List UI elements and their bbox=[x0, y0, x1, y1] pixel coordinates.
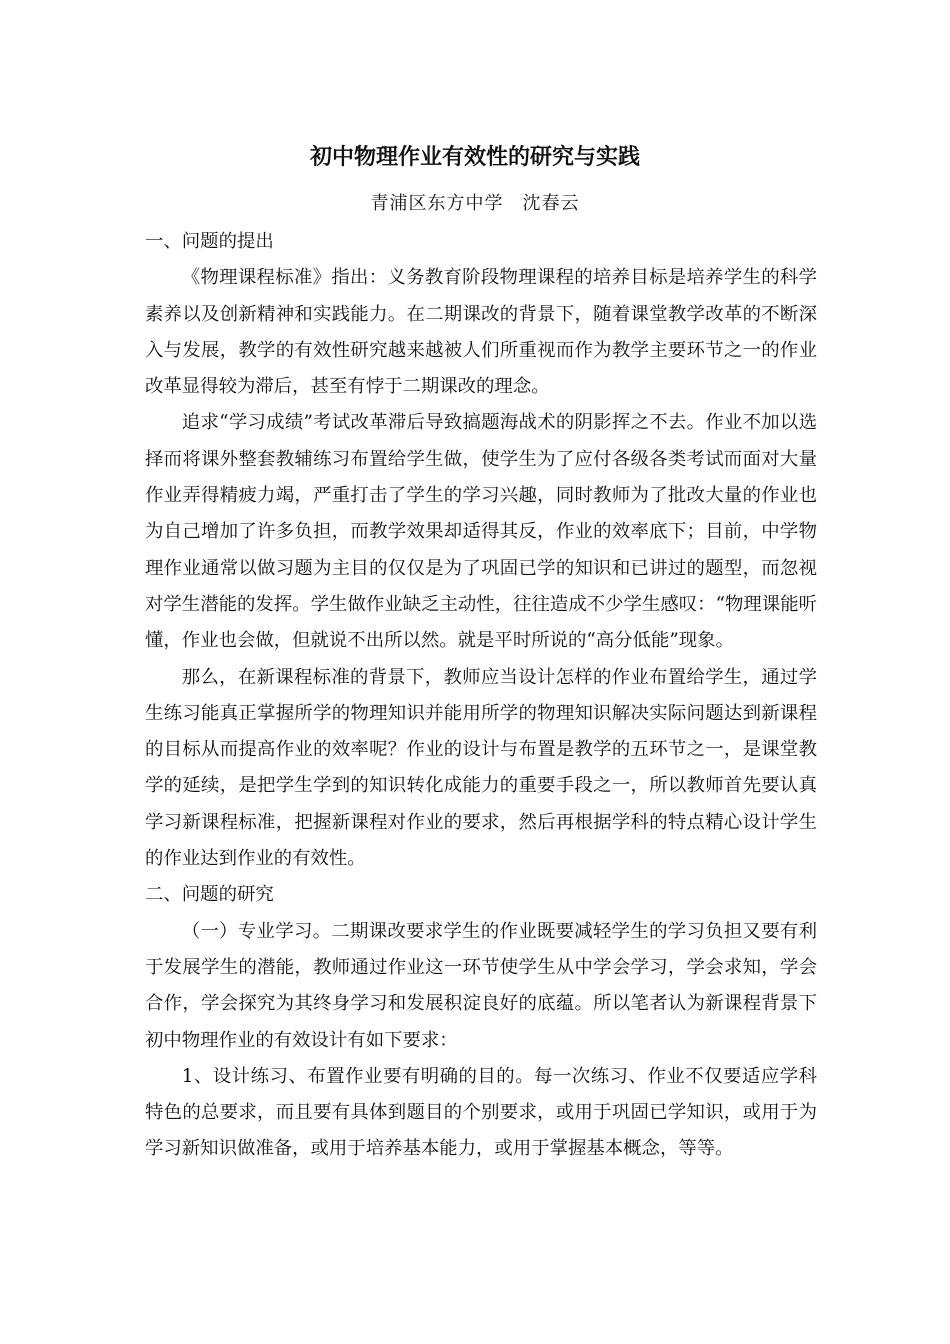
paragraph: 追求“学习成绩”考试改革滞后导致搞题海战术的阴影挥之不去。作业不加以选择而将课外整套教辅练习布置给学生做，使学生为了应付各级各类考试而面对大量作业弄得精疲力竭，严重打击了学生的学习兴趣，同时教师为了批改大量的作业也为自己增加了许多负担，而教学效果却适得其反，作业的效率底下；目前，中学物理作业通常以做习题为主目的仅仅是为了巩固已学的知识和已讲过的题型，而忽视对学生潜能的发挥。学生做作业缺乏主动性，往往造成不少学生感叹：“物理课能听懂，作业也会做，但就说不出所以然。就是平时所说的“高分低能”现象。 bbox=[145, 412, 817, 652]
section-problem-statement bbox=[145, 224, 817, 877]
section-problem-research bbox=[145, 877, 817, 1167]
paragraph: 那么，在新课程标准的背景下，教师应当设计怎样的作业布置给学生，通过学生练习能真正掌握所学的物理知识并能用所学的物理知识解决实际问题达到新课程的目标从而提高作业的效率呢？作业的设计与布置是教学的五环节之一，是课堂教学的延续，是把学生学到的知识转化成能力的重要手段之一，所以教师首先要认真学习新课程标准，把握新课程对作业的要求，然后再根据学科的特点精心设计学生的作业达到作业的有效性。 bbox=[145, 666, 817, 870]
document-body bbox=[145, 224, 817, 1168]
paragraph: （一）专业学习。二期课改要求学生的作业既要减轻学生的学习负担又要有利于发展学生的潜能，教师通过作业这一环节使学生从中学会学习，学会求知，学会合作，学会探究为其终身学习和发展积淀良好的底蕴。所以笔者认为新课程背景下初中物理作业的有效设计有如下要求： bbox=[145, 920, 817, 1051]
paragraph: 《物理课程标准》指出：义务教育阶段物理课程的培养目标是培养学生的科学素养以及创新精神和实践能力。在二期课改的背景下，随着课堂教学改革的不断深入与发展，教学的有效性研究越来越被人们所重视而作为教学主要环节之一的作业改革显得较为滞后，甚至有悖于二期课改的理念。 bbox=[145, 267, 817, 398]
paragraph: 1、设计练习、布置作业要有明确的目的。每一次练习、作业不仅要适应学科特色的总要求，而且要有具体到题目的个别要求，或用于巩固已学知识，或用于为学习新知识做准备，或用于培养基本能力，或用于掌握基本概念，等等。 bbox=[145, 1065, 817, 1160]
section-heading: 一、问题的提出 bbox=[145, 231, 274, 252]
author-line: 青浦区东方中学 沈春云 bbox=[370, 193, 580, 214]
section-heading: 二、问题的研究 bbox=[145, 884, 274, 906]
document-title: 初中物理作业有效性的研究与实践 bbox=[309, 145, 640, 170]
